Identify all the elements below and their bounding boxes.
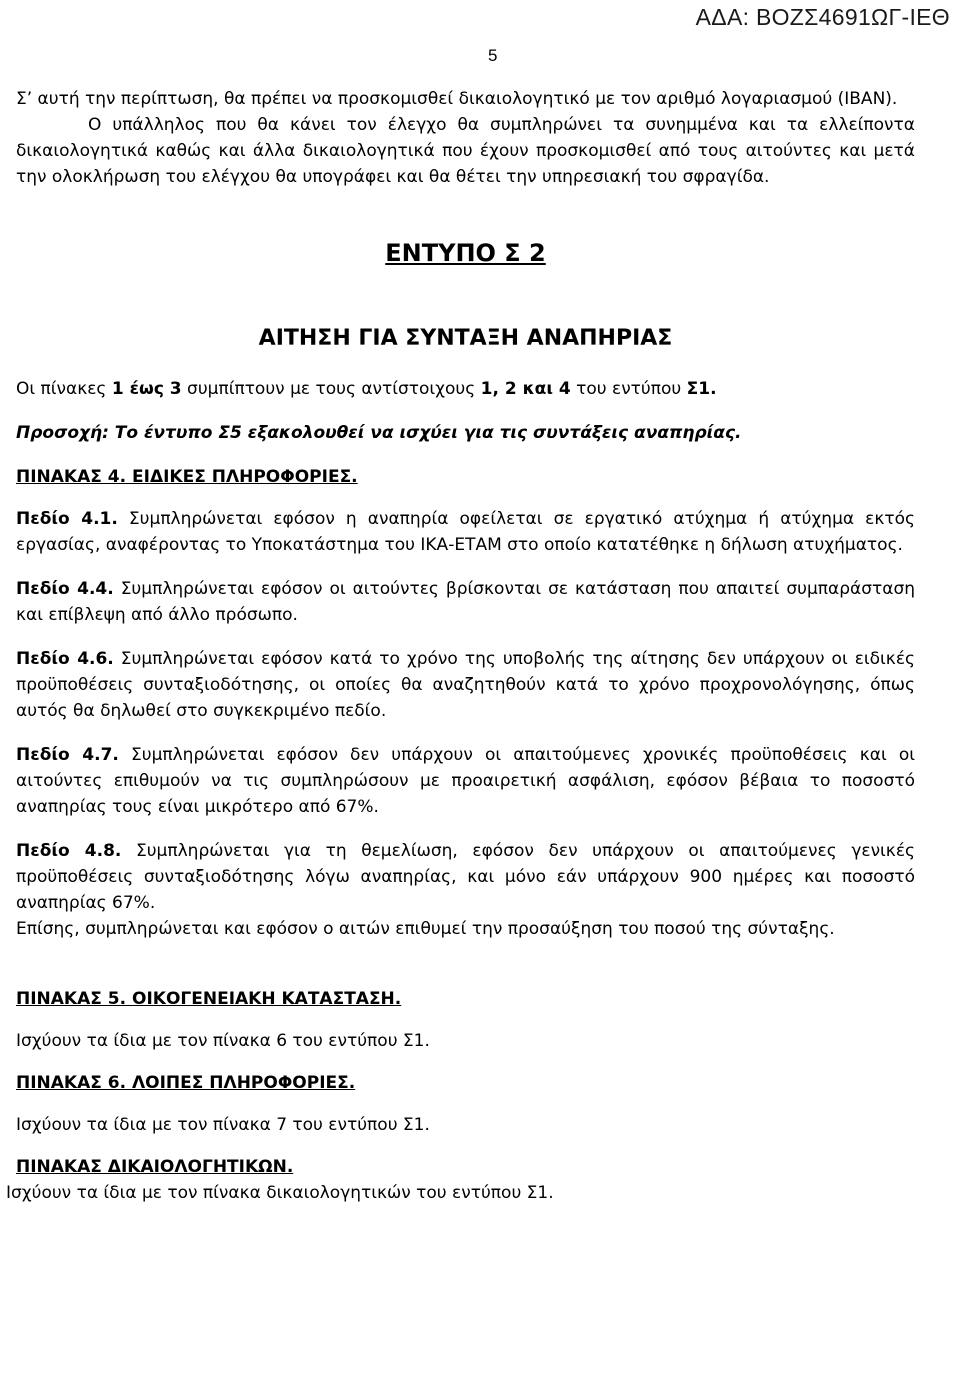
tables-note: Οι πίνακες 1 έως 3 συμπίπτουν με τους αντίστοιχους 1, 2 και 4 του εντύπου Σ1.	[16, 379, 717, 399]
documents-table-heading: ΠΙΝΑΚΑΣ ΔΙΚΑΙΟΛΟΓΗΤΙΚΩΝ.	[16, 1157, 294, 1177]
form-subtitle: ΑΙΤΗΣΗ ΓΙΑ ΣΥΝΤΑΞΗ ΑΝΑΠΗΡΙΑΣ	[258, 326, 673, 351]
form-title: ΕΝΤΥΠΟ Σ 2	[385, 239, 546, 267]
table4-heading: ΠΙΝΑΚΑΣ 4. ΕΙΔΙΚΕΣ ΠΛΗΡΟΦΟΡΙΕΣ.	[16, 467, 358, 487]
field-4-8: Πεδίο 4.8. Συμπληρώνεται για τη θεμελίωση, εφόσον δεν υπάρχουν οι απαιτούμενες γενικές προϋποθέσεις συνταξιοδότησης λόγω αναπηρίας, και μόνο εάν υπάρχουν 900 ημέρες και ποσοστό αναπηρίας 67%.	[16, 841, 915, 913]
field-4-8-extra: Επίσης, συμπληρώνεται και εφόσον ο αιτών επιθυμεί την προσαύξηση του ποσού της σύνταξης.	[16, 919, 835, 939]
attention-note: Προσοχή: Το έντυπο Σ5 εξακολουθεί να ισχύει για τις συντάξεις αναπηρίας.	[16, 423, 742, 443]
field-4-1: Πεδίο 4.1. Συμπληρώνεται εφόσον η αναπηρία οφείλεται σε εργατικό ατύχημα ή ατύχημα εκτός εργασίας, αναφέροντας το Υποκατάστημα του ΙΚΑ-ΕΤΑΜ στο οποίο κατατέθηκε η δήλωση ατυχήματος.	[16, 509, 915, 555]
ada-code: ΑΔΑ: ΒΟΖΣ4691ΩΓ-ΙΕΘ	[695, 4, 950, 30]
field-4-7: Πεδίο 4.7. Συμπληρώνεται εφόσον δεν υπάρχουν οι απαιτούμενες χρονικές προϋποθέσεις και οι αιτούντες επιθυμούν να τις συμπληρώσουν με προαιρετική ασφάλιση, εφόσον βέβαια το ποσοστό αναπηρίας τους είναι μικρότερο από 67%.	[16, 745, 915, 817]
document-body	[6, 86, 915, 1206]
field-4-4: Πεδίο 4.4. Συμπληρώνεται εφόσον οι αιτούντες βρίσκονται σε κατάσταση που απαιτεί συμπαράσταση και επίβλεψη από άλλο πρόσωπο.	[16, 579, 915, 625]
intro-paragraph-employee: Ο υπάλληλος που θα κάνει τον έλεγχο θα συμπληρώνει τα συνημμένα και τα ελλείποντα δικαιολογητικά καθώς και άλλα δικαιολογητικά που έχουν προσκομισθεί από τους αιτούντες και μετά την ολοκλήρωση του ελέγχου θα υπογράφει και θα θέτει την υπηρεσιακή του σφραγίδα.	[16, 115, 915, 187]
table6-text: Ισχύουν τα ίδια με τον πίνακα 7 του εντύπου Σ1.	[16, 1115, 430, 1135]
table5-text: Ισχύουν τα ίδια με τον πίνακα 6 του εντύπου Σ1.	[16, 1031, 430, 1051]
intro-paragraph-iban: Σ’ αυτή την περίπτωση, θα πρέπει να προσκομισθεί δικαιολογητικό με τον αριθμό λογαριασμού (IBAN).	[16, 89, 898, 109]
documents-table-text: Ισχύουν τα ίδια με τον πίνακα δικαιολογητικών του εντύπου Σ1.	[6, 1183, 554, 1203]
field-4-6: Πεδίο 4.6. Συμπληρώνεται εφόσον κατά το χρόνο της υποβολής της αίτησης δεν υπάρχουν οι ειδικές προϋποθέσεις συνταξιοδότησης, οι οποίες θα αναζητηθούν κατά το χρόνο προχρονολόγησης, όπως αυτός θα δηλωθεί στο συγκεκριμένο πεδίο.	[16, 649, 915, 721]
table6-heading: ΠΙΝΑΚΑΣ 6. ΛΟΙΠΕΣ ΠΛΗΡΟΦΟΡΙΕΣ.	[16, 1073, 356, 1093]
page-number: 5	[488, 46, 498, 65]
table5-heading: ΠΙΝΑΚΑΣ 5. ΟΙΚΟΓΕΝΕΙΑΚΗ ΚΑΤΑΣΤΑΣΗ.	[16, 989, 402, 1009]
